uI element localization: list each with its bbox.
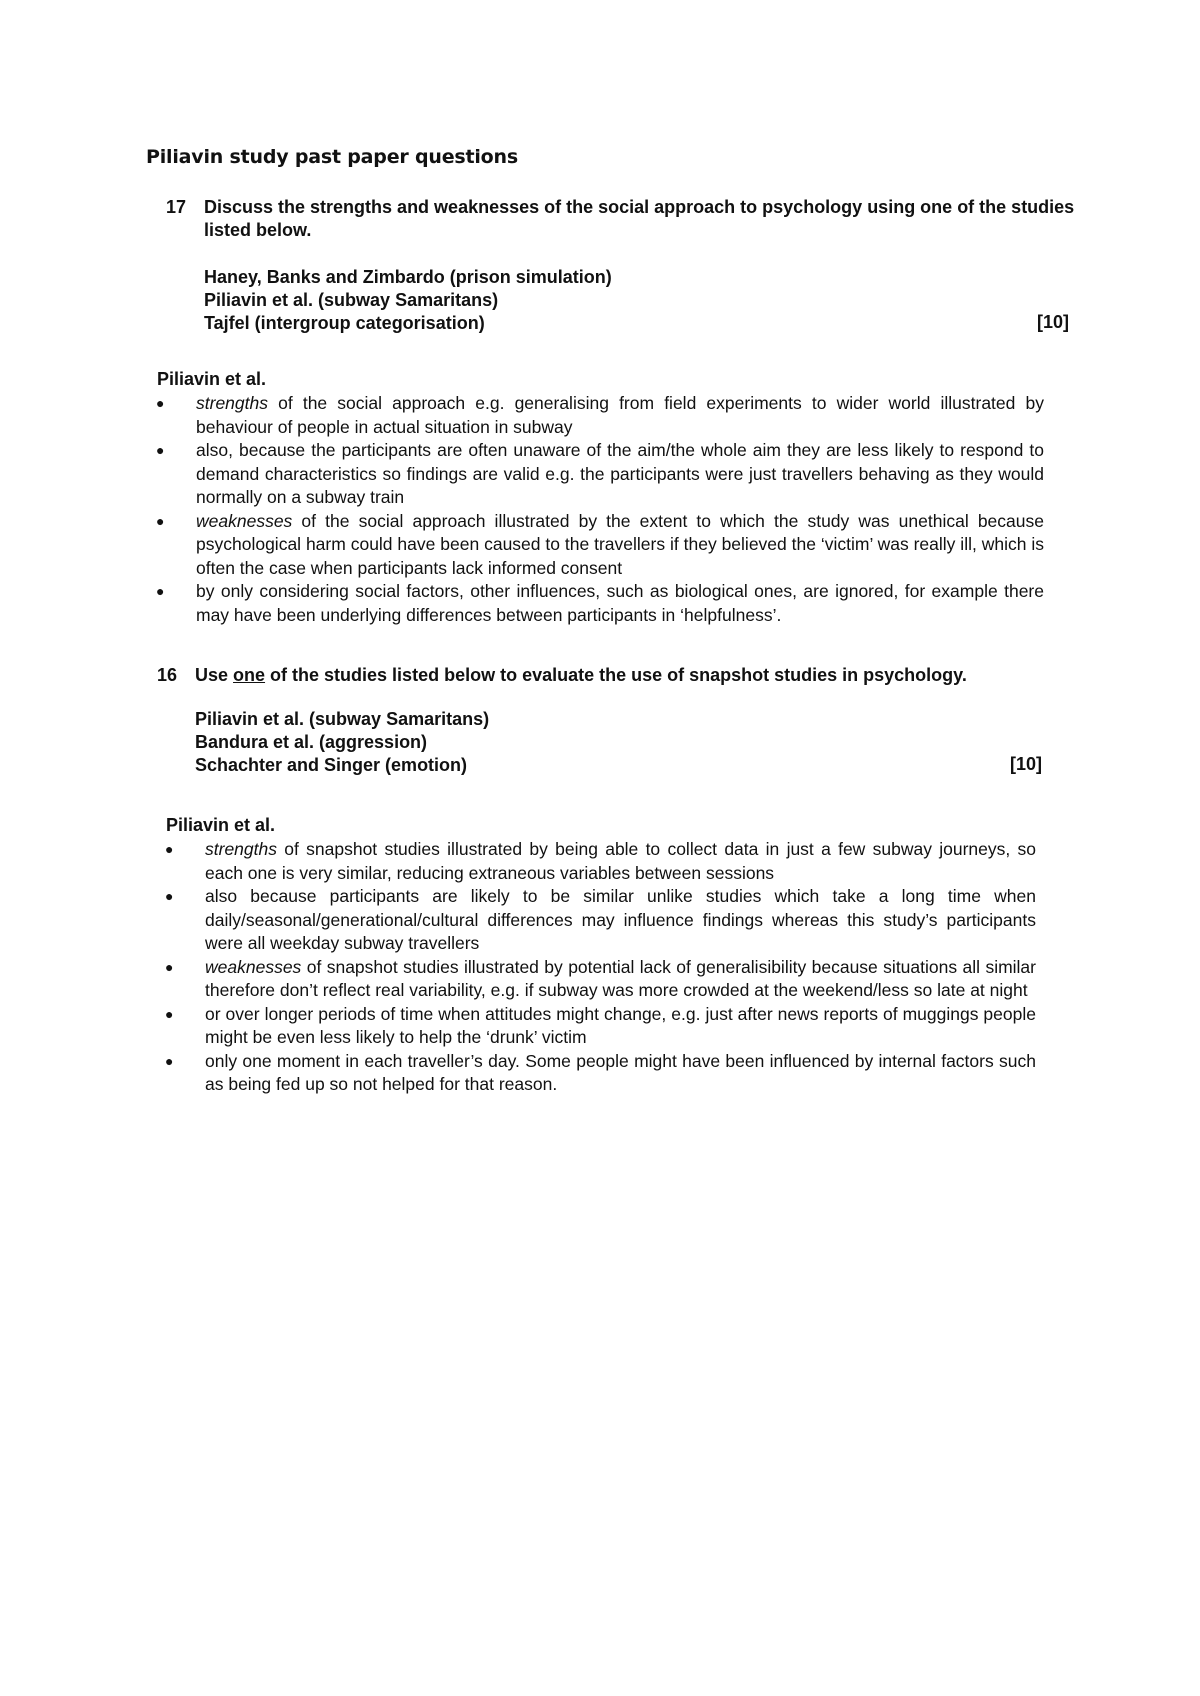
list-item: ● also because participants are likely to be similar unlike studies which take a long time when daily/seasonal/generational/cultural differences may influence findings whereas this study’s participants were all weekday subway travellers — [165, 886, 1036, 953]
question-text: Discuss the strengths and weaknesses of the social approach to psychology using one of the studies listed below. — [204, 197, 1075, 240]
answer-heading-16: Piliavin et al. — [166, 815, 276, 835]
study-list-17 — [204, 266, 612, 335]
question-number: 16 — [157, 665, 178, 685]
bullet-icon: ● — [156, 442, 165, 458]
list-item: ● weaknesses of snapshot studies illustrated by potential lack of generalisibility because situations all similar therefore don’t reflect real variability, e.g. if subway was more crowded at the weekend/less so late at night — [165, 956, 1036, 1000]
study-item: Schachter and Singer (emotion) — [195, 755, 468, 775]
list-item: ● also, because the participants are often unaware of the aim/the whole aim they are less likely to respond to demand characteristics so findings are valid e.g. the participants were just travellers behaving as they would normally on a subway train — [156, 440, 1044, 507]
marks-16: [10] — [1010, 754, 1043, 774]
document-title: Piliavin study past paper questions — [146, 146, 518, 168]
bullet-icon: ● — [165, 841, 174, 857]
bullet-icon: ● — [165, 1052, 174, 1069]
bullet-icon: ● — [156, 395, 165, 411]
list-item: ● by only considering social factors, other influences, such as biological ones, are ignored, for example there may have been underlying differences between participants in ‘helpfulness’. — [156, 581, 1044, 625]
marks-17: [10] — [1037, 312, 1070, 332]
study-item: Bandura et al. (aggression) — [195, 732, 428, 752]
list-item: ● strengths of the social approach e.g. generalising from field experiments to wider world illustrated by behaviour of people in actual situation in subway — [156, 393, 1044, 437]
list-item: ● only one moment in each traveller’s day. Some people might have been influenced by internal factors such as being fed up so not helped for that reason. — [165, 1050, 1036, 1094]
bullet-icon: ● — [165, 1005, 174, 1022]
study-list-16 — [195, 708, 489, 777]
answer-points-16 — [165, 838, 1036, 1097]
study-item: Piliavin et al. (subway Samaritans) — [204, 290, 499, 310]
question-text: Use one of the studies listed below to evaluate the use of snapshot studies in psychology. — [195, 665, 967, 685]
list-item: ● weaknesses of the social approach illustrated by the extent to which the study was unethical because psychological harm could have been caused to the travellers if they believed the ‘victim’ was really ill, which is often the case when participants lack informed consent — [156, 510, 1044, 578]
study-item: Tajfel (intergroup categorisation) — [204, 313, 485, 333]
answer-points-17 — [156, 392, 1044, 627]
bullet-icon: ● — [156, 583, 165, 599]
bullet-icon: ● — [165, 958, 174, 975]
list-item: ● strengths of snapshot studies illustrated by being able to collect data in just a few subway journeys, so each one is very similar, reducing extraneous variables between sessions — [165, 839, 1036, 883]
list-item: ● or over longer periods of time when attitudes might change, e.g. just after news reports of muggings people might be even less likely to help the ‘drunk’ victim — [165, 1003, 1036, 1047]
question-number: 17 — [166, 197, 187, 217]
study-item: Haney, Banks and Zimbardo (prison simulation) — [204, 267, 612, 287]
bullet-icon: ● — [156, 512, 165, 529]
answer-heading-17: Piliavin et al. — [157, 369, 267, 389]
study-item: Piliavin et al. (subway Samaritans) — [195, 709, 490, 729]
bullet-icon: ● — [165, 888, 174, 904]
